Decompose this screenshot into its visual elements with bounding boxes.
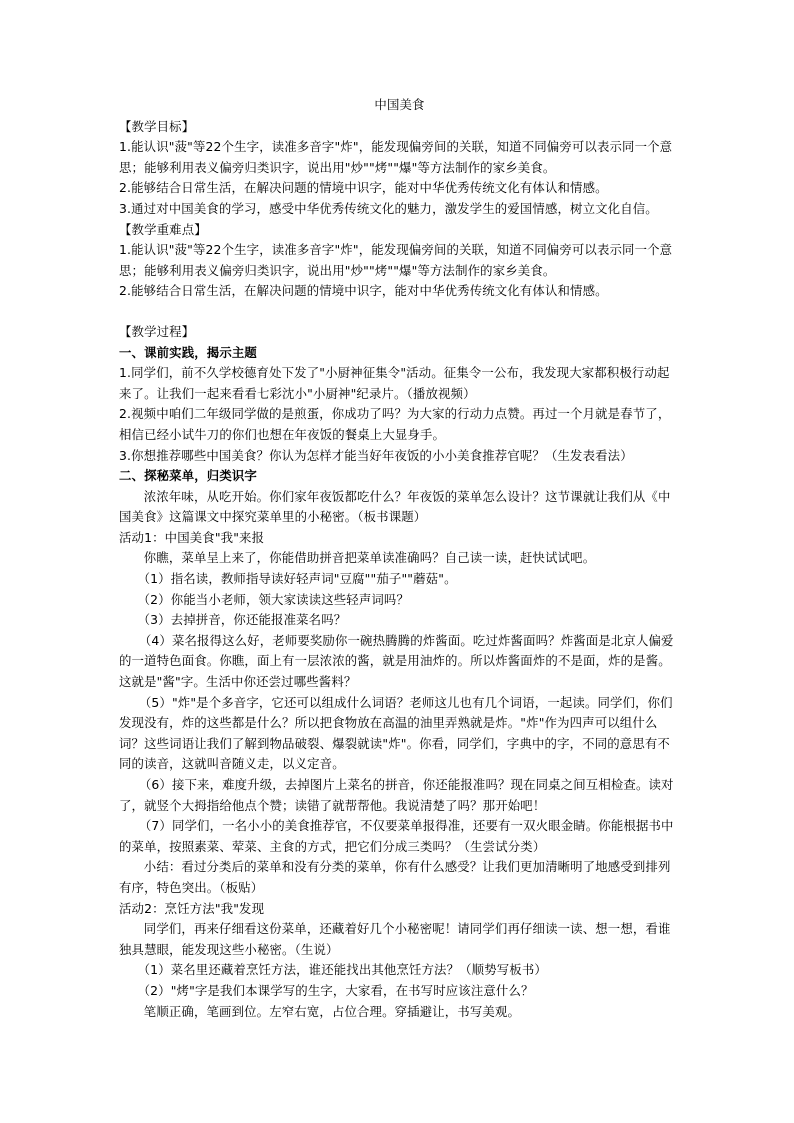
part1-title: 一、课前实践，揭示主题 (119, 344, 257, 360)
document-title: 中国美食 (374, 97, 425, 112)
activity1-step: （1）指名读，教师指导读好轻声词"豆腐""茄子""蘑菇"。 (137, 571, 457, 587)
activity1-step: （3）去掉拼音，你还能报准菜名吗？ (137, 612, 347, 628)
activity1-step: （7）同学们，一名小小的美食推荐官，不仅要菜单报得准，还要有一双火眼金睛。你能根据书中的菜单，按照素菜、荤菜、主食的方式，把它们分成三类吗？（生尝试分类） (119, 818, 674, 854)
part1-item: 3.你想推荐哪些中国美食？你认为怎样才能当好年夜饭的小小美食推荐官呢？（生发表看法） (119, 447, 633, 463)
activity2-intro: 同学们，再来仔细看这份菜单，还藏着好几个小秘密呢！请同学们再仔细读一读、想一想，看谁独具慧眼，能发现这些小秘密。（生说） (119, 921, 671, 957)
section-header-process: 【教学过程】 (119, 323, 195, 339)
spacer (119, 302, 680, 322)
activity1-title: 活动1：中国美食"我"来报 (119, 529, 265, 545)
activity1-step: （2）你能当小老师，领大家读读这些轻声词吗？ (137, 591, 409, 607)
section-header-key-points: 【教学重难点】 (119, 221, 207, 237)
activity1-step: （6）接下来，难度升级，去掉图片上菜名的拼音，你还能报准吗？现在同桌之间互相检查。读对了，就竖个大拇指给他点个赞；读错了就帮帮他。我说清楚了吗？那开始吧！ (119, 777, 674, 813)
part2-title: 二、探秘菜单，归类识字 (119, 468, 257, 484)
activity2-step: （1）菜名里还藏着烹饪方法，谁还能找出其他烹饪方法？（顺势写板书） (137, 962, 547, 978)
activity2-step: （2）"烤"字是我们本课学写的生字，大家看，在书写时应该注意什么？ (137, 982, 534, 998)
final-line: 笔顺正确，笔画到位。左窄右宽，占位合理。穿插避让，书写美观。 (143, 1003, 521, 1019)
part2-intro: 浓浓年味，从吃开始。你们家年夜饭都吃什么？年夜饭的菜单怎么设计？这节课就让我们从《中国美食》这篇课文中探究菜单里的小秘密。（板书课题） (119, 488, 671, 525)
goal-item: 1.能认识"菠"等22个生字，读准多音字"炸"，能发现偏旁间的关联，知道不同偏旁可以表示同一个意思；能够利用表义偏旁归类识字，说出用"炒""烤""爆"等方法制作的家乡美食。 (119, 139, 673, 175)
key-item: 2.能够结合日常生活，在解决问题的情境中识字，能对中华优秀传统文化有体认和情感。 (119, 283, 608, 299)
section-header-goals: 【教学目标】 (119, 118, 195, 134)
activity1-step: （4）菜名报得这么好，老师要奖励你一碗热腾腾的炸酱面。吃过炸酱面吗？炸酱面是北京人偏爱的一道特色面食。你瞧，面上有一层浓浓的酱，就是用油炸的。所以炸酱面炸的不是面，炸的是酱。这就是"酱"字。生活中你还尝过哪些酱料？ (119, 632, 674, 690)
activity1-intro: 你瞧，菜单呈上来了，你能借助拼音把菜单读准确吗？自己读一读，赶快试试吧。 (143, 550, 596, 566)
part1-item: 2.视频中咱们二年级同学做的是煎蛋，你成功了吗？为大家的行动力点赞。再过一个月就是春节了，相信已经小试牛刀的你们也想在年夜饭的餐桌上大显身手。 (119, 406, 671, 442)
summary: 小结：看过分类后的菜单和没有分类的菜单，你有什么感受？让我们更加清晰明了地感受到排列有序，特色突出。（板贴） (119, 859, 671, 895)
goal-item: 3.通过对中国美食的学习，感受中华优秀传统文化的魅力，激发学生的爱国情感，树立文化自信。 (119, 200, 658, 216)
activity1-step: （5）"炸"是个多音字，它还可以组成什么词语？老师这儿也有几个词语，一起读。同学们，你们发现没有，炸的这些都是什么？所以把食物放在高温的油里弄熟就是炸。"炸"作为四声可以组什么词？这些词语让我们了解到物品破裂、爆裂就读"炸"。你看，同学们，字典中的字，不同的意思有不同的读音，这就叫音随义走，以义定音。 (119, 694, 673, 772)
goal-item: 2.能够结合日常生活，在解决问题的情境中识字，能对中华优秀传统文化有体认和情感。 (119, 180, 608, 196)
key-item: 1.能认识"菠"等22个生字，读准多音字"炸"，能发现偏旁间的关联，知道不同偏旁可以表示同一个意思；能够利用表义偏旁归类识字，说出用"炒""烤""爆"等方法制作的家乡美食。 (119, 242, 673, 278)
part1-item: 1.同学们，前不久学校德育处下发了"小厨神征集令"活动。征集令一公布，我发现大家都积极行动起来了。让我们一起来看看七彩沈小"小厨神"纪录片。（播放视频） (119, 365, 670, 401)
activity2-title: 活动2：烹饪方法"我"发现 (119, 900, 265, 916)
